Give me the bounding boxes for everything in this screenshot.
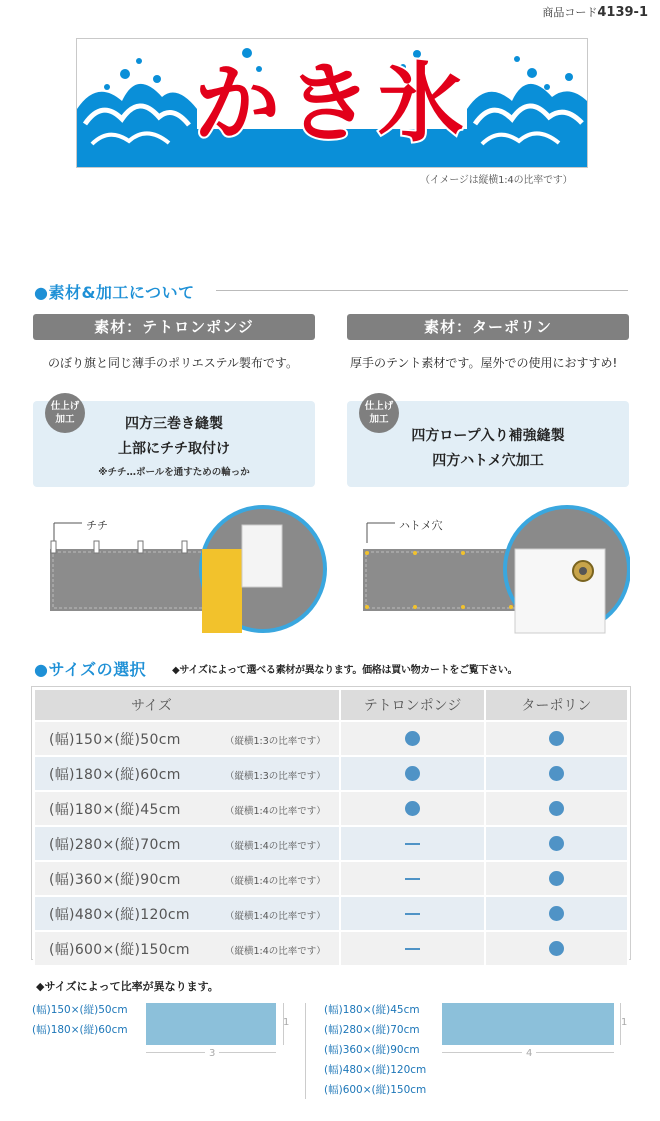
ratio-size-item: (幅)360×(縦)90cm xyxy=(324,1044,420,1056)
table-row xyxy=(34,861,628,896)
hatome-callout: ハトメ穴 xyxy=(399,519,443,532)
ratio-bar-1-4 xyxy=(442,1003,614,1045)
ratio-right-sizes xyxy=(324,1000,426,1100)
ratio-size-item: (幅)280×(縦)70cm xyxy=(324,1024,420,1036)
size-label: (幅)180×(縦)45cm xyxy=(49,801,181,818)
available-dot-icon xyxy=(405,801,420,816)
table-row xyxy=(34,791,628,826)
tetron-availability xyxy=(340,896,484,931)
finish-badge: 仕上げ 加工 xyxy=(45,393,85,433)
size-label: (幅)150×(縦)50cm xyxy=(49,731,181,748)
size-ratio: （縦横1:4の比率です） xyxy=(225,805,326,817)
available-dot-icon xyxy=(405,731,420,746)
tetron-header: 素材：テトロンポンジ xyxy=(33,314,315,340)
available-dot-icon xyxy=(549,801,564,816)
available-dot-icon xyxy=(549,731,564,746)
size-section-note: ◆サイズによって選べる素材が異なります。価格は買い物カートをご覧下さい。 xyxy=(172,665,518,676)
finish-note: ※チチ…ポールを通すための輪っか xyxy=(98,467,250,478)
ratio-size-item: (幅)150×(縦)50cm xyxy=(32,1004,128,1016)
ratio-height-label: 1 xyxy=(621,1017,628,1028)
size-cell xyxy=(34,756,340,791)
tarpaulin-availability xyxy=(485,896,628,931)
table-row xyxy=(34,721,628,756)
unavailable-dash-icon xyxy=(405,948,420,950)
size-label: (幅)180×(縦)60cm xyxy=(49,766,181,783)
table-row xyxy=(34,931,628,966)
size-cell xyxy=(34,791,340,826)
tarpaulin-header: 素材：ターポリン xyxy=(347,314,629,340)
ratio-width-label: 3 xyxy=(205,1048,219,1059)
ratio-size-item: (幅)180×(縦)45cm xyxy=(324,1004,420,1016)
tetron-availability xyxy=(340,861,484,896)
available-dot-icon xyxy=(549,871,564,886)
tetron-availability xyxy=(340,931,484,966)
tarpaulin-availability xyxy=(485,756,628,791)
tetron-availability xyxy=(340,721,484,756)
size-ratio: （縦横1:4の比率です） xyxy=(225,875,326,887)
available-dot-icon xyxy=(405,766,420,781)
tarpaulin-illustration xyxy=(355,505,630,635)
section-divider xyxy=(216,290,628,291)
table-header-row xyxy=(34,689,628,721)
table-row xyxy=(34,896,628,931)
size-ratio: （縦横1:3の比率です） xyxy=(225,735,326,747)
product-code-prefix: 商品コード xyxy=(542,6,598,19)
size-label: (幅)280×(縦)70cm xyxy=(49,836,181,853)
banner-image xyxy=(76,38,588,168)
size-label: (幅)480×(縦)120cm xyxy=(49,906,190,923)
size-cell xyxy=(34,721,340,756)
table-row xyxy=(34,826,628,861)
tarpaulin-availability xyxy=(485,721,628,756)
unavailable-dash-icon xyxy=(405,913,420,915)
ratio-divider xyxy=(305,1003,306,1099)
tetron-finish-box xyxy=(33,401,315,487)
ratio-size-item: (幅)480×(縦)120cm xyxy=(324,1064,427,1076)
column-header: テトロンポンジ xyxy=(340,689,484,721)
ratio-left-sizes xyxy=(32,1000,128,1040)
tarpaulin-description: 厚手のテント素材です。屋外での使用におすすめ! xyxy=(350,356,618,370)
tetron-availability xyxy=(340,826,484,861)
ratio-bar-1-3 xyxy=(146,1003,276,1045)
ratio-size-item: (幅)180×(縦)60cm xyxy=(32,1024,128,1036)
ratio-section-note: ◆サイズによって比率が異なります。 xyxy=(36,980,219,993)
size-ratio: （縦横1:4の比率です） xyxy=(225,840,326,852)
column-header: ターポリン xyxy=(485,689,628,721)
tarpaulin-finish-box xyxy=(347,401,629,487)
size-cell xyxy=(34,896,340,931)
tarpaulin-availability xyxy=(485,791,628,826)
tarpaulin-availability xyxy=(485,861,628,896)
size-cell xyxy=(34,861,340,896)
tarpaulin-availability xyxy=(485,826,628,861)
product-code-number: 4139-1 xyxy=(597,5,648,20)
size-cell xyxy=(34,826,340,861)
size-ratio: （縦横1:4の比率です） xyxy=(225,910,326,922)
banner-caption: （イメージは縦横1:4の比率です） xyxy=(420,175,573,186)
chichi-callout: チチ xyxy=(86,519,108,532)
column-header: サイズ xyxy=(34,689,340,721)
available-dot-icon xyxy=(549,906,564,921)
finish-line: 上部にチチ取付け xyxy=(118,441,230,457)
size-section-title: ●サイズの選択 xyxy=(34,660,147,679)
available-dot-icon xyxy=(549,766,564,781)
finish-line: 四方三巻き縫製 xyxy=(125,416,223,432)
size-ratio: （縦横1:3の比率です） xyxy=(225,770,326,782)
ratio-width-label: 4 xyxy=(522,1048,536,1059)
size-label: (幅)360×(縦)90cm xyxy=(49,871,181,888)
tetron-availability xyxy=(340,791,484,826)
available-dot-icon xyxy=(549,836,564,851)
size-cell xyxy=(34,931,340,966)
banner-title: かき氷 xyxy=(194,54,470,154)
tetron-description: のぼり旗と同じ薄手のポリエステル製布です。 xyxy=(48,356,298,370)
ratio-size-item: (幅)600×(縦)150cm xyxy=(324,1084,427,1096)
available-dot-icon xyxy=(549,941,564,956)
ratio-height-label: 1 xyxy=(283,1017,290,1028)
tetron-illustration xyxy=(40,505,330,635)
finish-badge: 仕上げ 加工 xyxy=(359,393,399,433)
unavailable-dash-icon xyxy=(405,843,420,845)
finish-line: 四方ロープ入り補強縫製 xyxy=(411,428,565,444)
size-ratio: （縦横1:4の比率です） xyxy=(225,945,326,957)
size-label: (幅)600×(縦)150cm xyxy=(49,941,190,958)
materials-section-title: ●素材&加工について xyxy=(34,283,195,302)
size-table xyxy=(33,688,629,967)
table-row xyxy=(34,756,628,791)
finish-line: 四方ハトメ穴加工 xyxy=(432,453,544,469)
tarpaulin-availability xyxy=(485,931,628,966)
unavailable-dash-icon xyxy=(405,878,420,880)
product-code xyxy=(542,4,648,20)
tetron-availability xyxy=(340,756,484,791)
